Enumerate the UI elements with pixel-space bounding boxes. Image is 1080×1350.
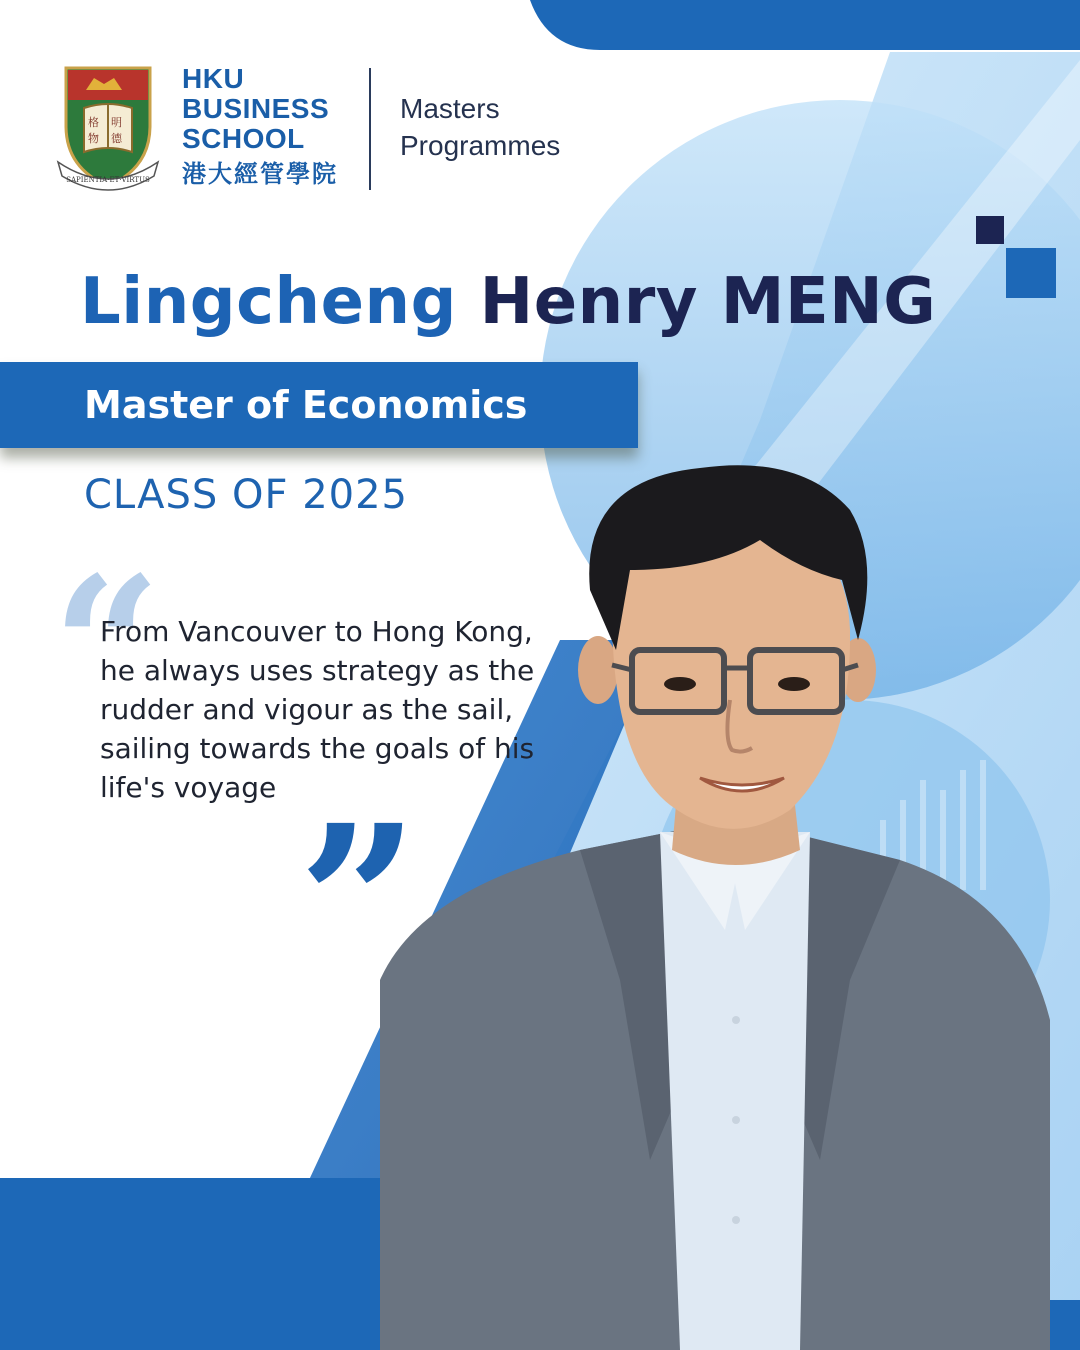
class-of-label: CLASS OF 2025 [84,472,408,518]
degree-title: Master of Economics [84,383,528,427]
name-first: Lingcheng [80,265,457,339]
graduate-portrait [380,460,1050,1350]
svg-text:物: 物 [88,132,99,145]
logo-line-1: HKU [182,63,245,94]
graduate-name [80,262,936,342]
crest-icon [56,64,160,194]
programmes-line-2: Programmes [400,130,561,161]
name-rest: Henry MENG [479,265,937,339]
svg-text:德: 德 [111,132,122,145]
logo-line-2: BUSINESS [182,93,330,124]
decorative-squares-icon [976,216,1058,298]
svg-text:明: 明 [111,116,122,129]
quote-close-icon: ” [298,779,419,1026]
logo-chinese: 港大經管學院 [182,160,338,188]
svg-text:SAPIENTIA·ET·VIRTUS: SAPIENTIA·ET·VIRTUS [66,176,150,184]
logo-divider [369,68,371,190]
svg-text:格: 格 [88,116,99,129]
programmes-line-1: Masters [400,93,500,124]
quote-open-icon: “ [52,535,162,758]
programmes-label [400,90,560,164]
logo-line-3: SCHOOL [182,123,305,154]
school-logo-text [182,64,338,190]
quote-text: From Vancouver to Hong Kong, he always uses strategy as the rudder and vigour as the sail, sailing towards the goals of his life's voyage [100,615,535,804]
